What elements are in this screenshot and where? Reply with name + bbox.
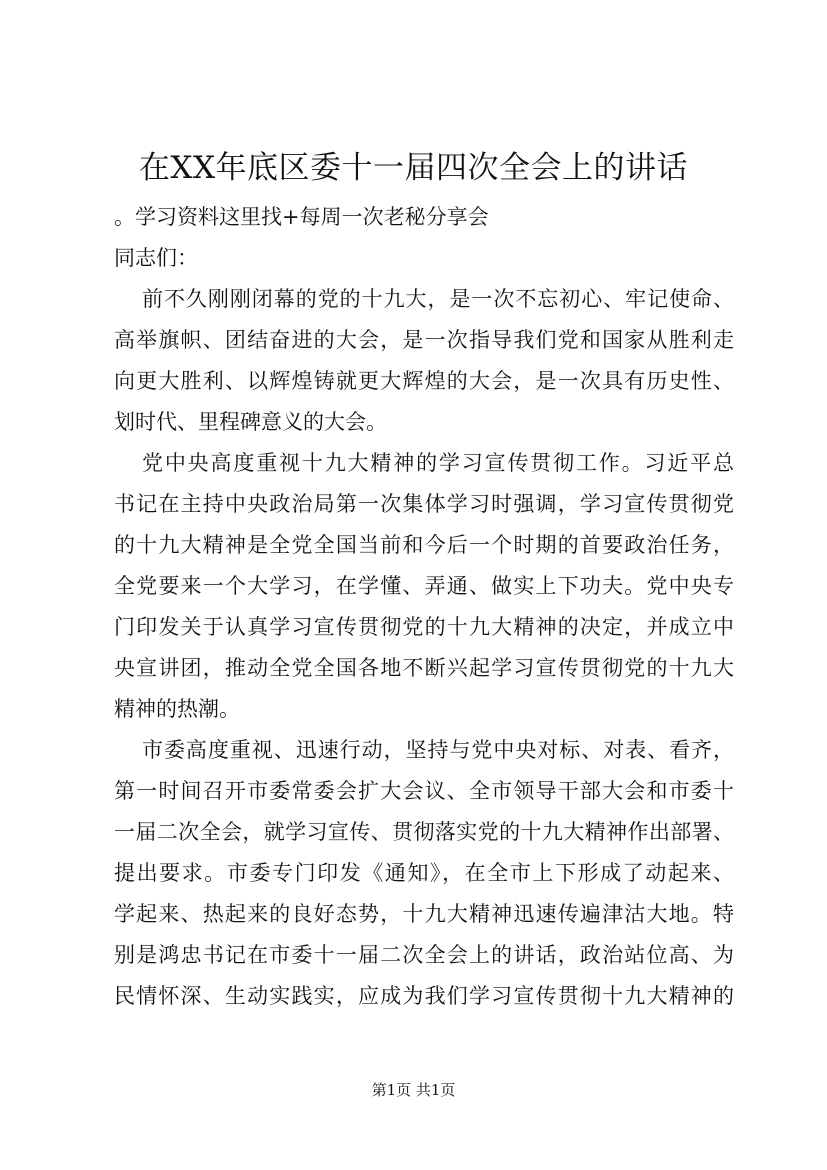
paragraph-3 — [114, 730, 734, 1017]
document-body — [114, 197, 734, 1017]
paragraph-line: 央宣讲团，推动全党全国各地不断兴起学习宣传贯彻党的十九大 — [114, 656, 734, 680]
paragraph-line: 民情怀深、生动实践实，应成为我们学习宣传贯彻十九大精神的 — [114, 984, 734, 1008]
paragraph-line: 的十九大精神是全党全国当前和今后一个时期的首要政治任务， — [114, 533, 734, 557]
paragraph-line: 第一时间召开市委常委会扩大会议、全市领导干部大会和市委十 — [114, 779, 734, 803]
paragraph-line: 前不久刚刚闭幕的党的十九大，是一次不忘初心、牢记使命、 — [142, 287, 734, 311]
paragraph-line: 向更大胜利、以辉煌铸就更大辉煌的大会，是一次具有历史性、 — [114, 369, 734, 393]
paragraph-line: 门印发关于认真学习宣传贯彻党的十九大精神的决定，并成立中 — [114, 615, 734, 639]
paragraph-line: 市委高度重视、迅速行动，坚持与党中央对标、对表、看齐， — [142, 738, 734, 762]
paragraph-1 — [114, 279, 734, 443]
paragraph-line: 党中央高度重视十九大精神的学习宣传贯彻工作。习近平总 — [142, 451, 734, 475]
paragraph-line: 学起来、热起来的良好态势，十九大精神迅速传遍津沽大地。特 — [114, 902, 734, 926]
paragraph-line: 提出要求。市委专门印发《通知》，在全市上下形成了动起来、 — [114, 861, 734, 885]
document-title: 在XX年底区委十一届四次全会上的讲话 — [138, 150, 689, 186]
paragraph-line: 别是鸿忠书记在市委十一届二次全会上的讲话，政治站位高、为 — [114, 943, 734, 967]
page-number-footer: 第1页 共1页 — [371, 1081, 456, 1099]
paragraph-line: 一届二次全会，就学习宣传、贯彻落实党的十九大精神作出部署、 — [114, 820, 734, 844]
paragraph-line: 全党要来一个大学习，在学懂、弄通、做实上下功夫。党中央专 — [114, 574, 734, 598]
greeting: 同志们： — [114, 246, 198, 270]
paragraph-line: 精神的热潮。 — [114, 697, 240, 721]
paragraph-line: 高举旗帜、团结奋进的大会，是一次指导我们党和国家从胜利走 — [114, 328, 734, 352]
subtitle-line: 。学习资料这里找+每周一次老秘分享会 — [114, 205, 489, 229]
paragraph-line: 书记在主持中央政治局第一次集体学习时强调，学习宣传贯彻党 — [114, 492, 734, 516]
paragraph-line: 划时代、里程碑意义的大会。 — [114, 410, 387, 434]
paragraph-2 — [114, 443, 734, 730]
